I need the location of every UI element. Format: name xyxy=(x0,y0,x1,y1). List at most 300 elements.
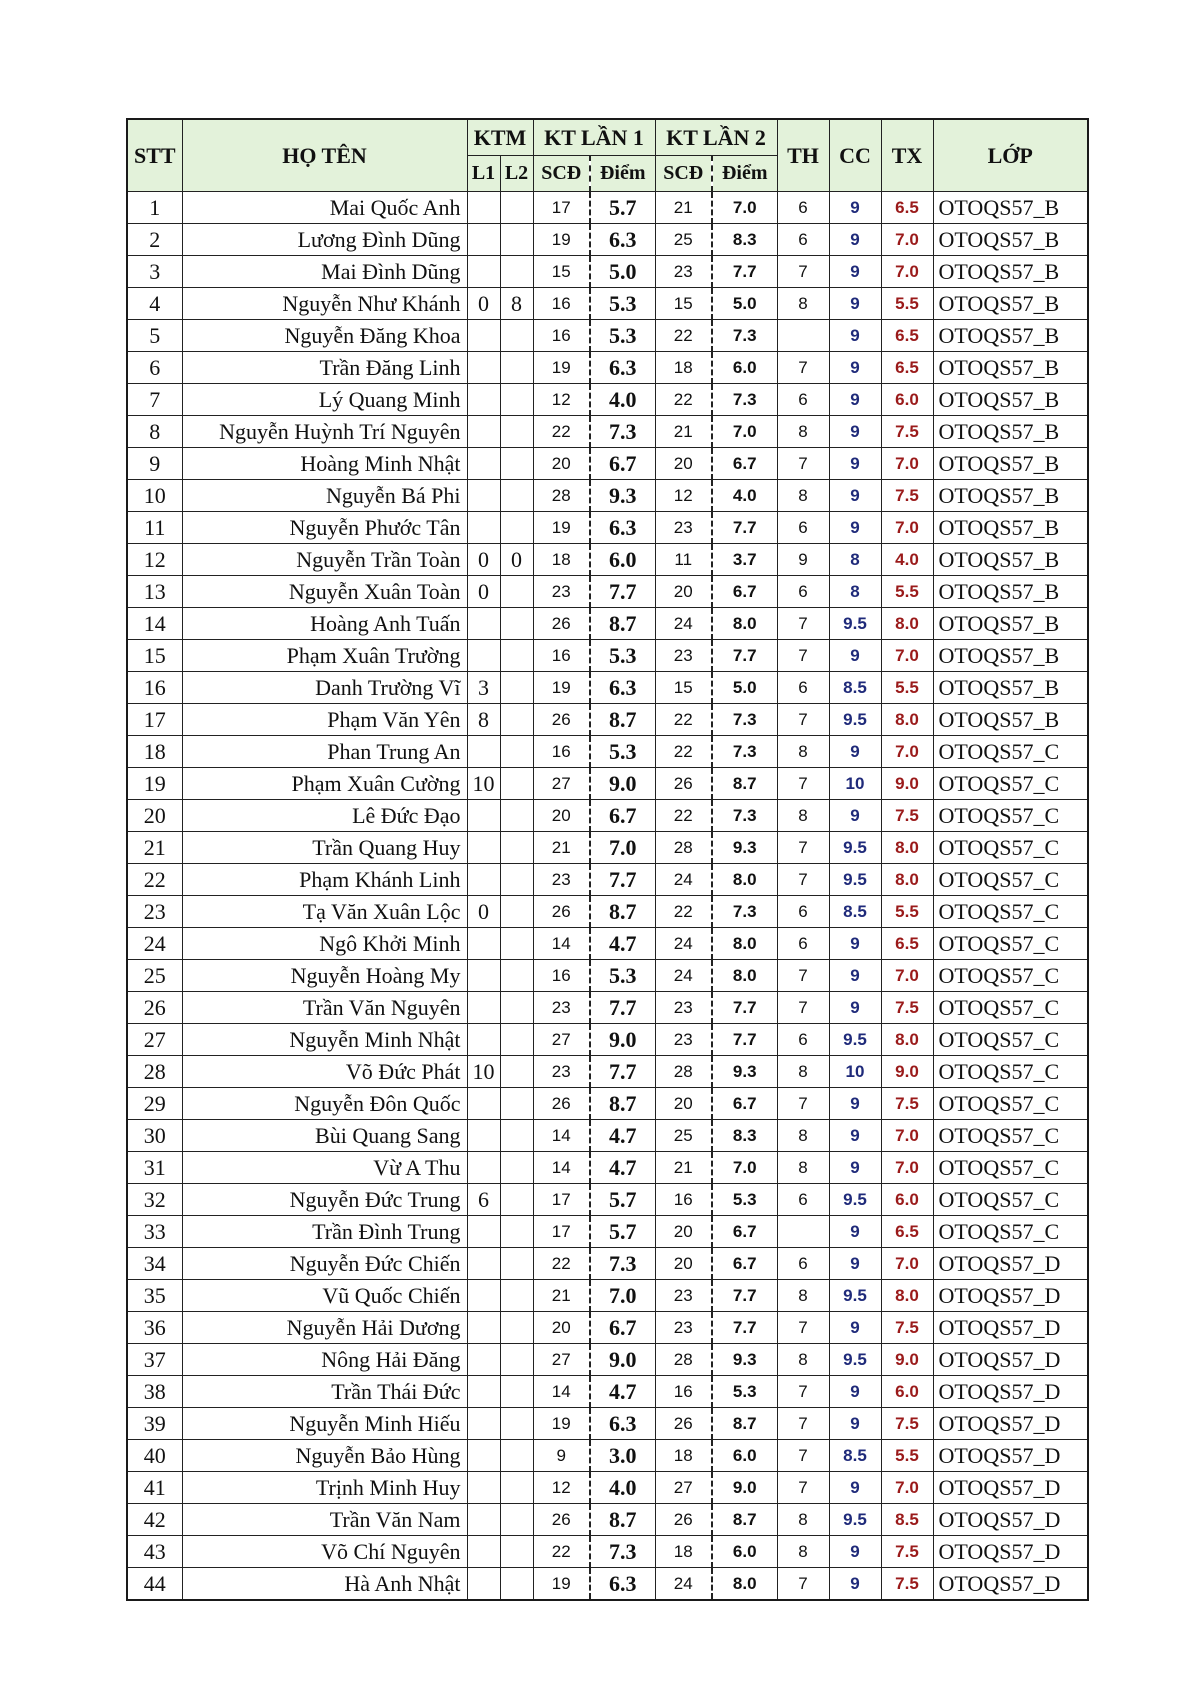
cell-diem-2: 9.3 xyxy=(712,832,777,864)
cell-th: 7 xyxy=(777,256,829,288)
cell-ktm-l2 xyxy=(500,384,533,416)
table-row xyxy=(127,1152,1088,1184)
cell-ktm-l1 xyxy=(467,1472,500,1504)
cell-tx: 7.0 xyxy=(881,960,933,992)
cell-scd-2: 24 xyxy=(655,1568,712,1601)
cell-ktm-l2 xyxy=(500,1056,533,1088)
cell-lop: OTOQS57_C xyxy=(933,896,1088,928)
cell-ho-ten: Vừ A Thu xyxy=(182,1152,467,1184)
cell-scd-1: 14 xyxy=(533,1120,590,1152)
cell-lop: OTOQS57_B xyxy=(933,544,1088,576)
cell-scd-1: 20 xyxy=(533,1312,590,1344)
cell-ho-ten: Nguyễn Như Khánh xyxy=(182,288,467,320)
cell-scd-2: 24 xyxy=(655,960,712,992)
table-row xyxy=(127,1344,1088,1376)
table-row xyxy=(127,512,1088,544)
cell-th: 9 xyxy=(777,544,829,576)
header-th: TH xyxy=(777,119,829,192)
cell-diem-1: 5.7 xyxy=(590,192,655,224)
cell-ktm-l1 xyxy=(467,1408,500,1440)
cell-lop: OTOQS57_B xyxy=(933,288,1088,320)
cell-th: 6 xyxy=(777,928,829,960)
cell-lop: OTOQS57_C xyxy=(933,736,1088,768)
cell-ktm-l2 xyxy=(500,1088,533,1120)
cell-ktm-l2 xyxy=(500,960,533,992)
table-row xyxy=(127,960,1088,992)
cell-ktm-l1: 3 xyxy=(467,672,500,704)
cell-ktm-l1: 0 xyxy=(467,288,500,320)
cell-stt: 10 xyxy=(127,480,182,512)
cell-scd-2: 15 xyxy=(655,288,712,320)
cell-scd-2: 25 xyxy=(655,224,712,256)
cell-ktm-l1 xyxy=(467,416,500,448)
cell-ho-ten: Ngô Khởi Minh xyxy=(182,928,467,960)
cell-stt: 41 xyxy=(127,1472,182,1504)
cell-diem-2: 6.0 xyxy=(712,352,777,384)
cell-lop: OTOQS57_C xyxy=(933,768,1088,800)
cell-scd-1: 28 xyxy=(533,480,590,512)
table-row xyxy=(127,1184,1088,1216)
cell-scd-2: 23 xyxy=(655,640,712,672)
cell-th: 8 xyxy=(777,736,829,768)
cell-diem-2: 7.3 xyxy=(712,704,777,736)
cell-ktm-l1: 0 xyxy=(467,896,500,928)
cell-ktm-l1 xyxy=(467,1088,500,1120)
cell-ho-ten: Hoàng Minh Nhật xyxy=(182,448,467,480)
cell-th: 8 xyxy=(777,1056,829,1088)
cell-stt: 38 xyxy=(127,1376,182,1408)
cell-tx: 7.0 xyxy=(881,1472,933,1504)
cell-tx: 8.0 xyxy=(881,704,933,736)
cell-diem-1: 5.7 xyxy=(590,1184,655,1216)
cell-scd-2: 16 xyxy=(655,1184,712,1216)
cell-ho-ten: Nguyễn Phước Tân xyxy=(182,512,467,544)
cell-scd-2: 28 xyxy=(655,832,712,864)
cell-th: 7 xyxy=(777,608,829,640)
cell-lop: OTOQS57_B xyxy=(933,416,1088,448)
cell-scd-1: 16 xyxy=(533,960,590,992)
cell-scd-1: 26 xyxy=(533,608,590,640)
cell-ho-ten: Lê Đức Đạo xyxy=(182,800,467,832)
cell-ho-ten: Hà Anh Nhật xyxy=(182,1568,467,1601)
cell-th: 7 xyxy=(777,960,829,992)
cell-ho-ten: Nguyễn Bá Phi xyxy=(182,480,467,512)
cell-tx: 5.5 xyxy=(881,1440,933,1472)
cell-ho-ten: Vũ Quốc Chiến xyxy=(182,1280,467,1312)
cell-scd-1: 19 xyxy=(533,1408,590,1440)
cell-cc: 9 xyxy=(829,320,881,352)
cell-scd-2: 24 xyxy=(655,864,712,896)
cell-ktm-l1: 10 xyxy=(467,1056,500,1088)
cell-tx: 7.5 xyxy=(881,1408,933,1440)
table-body xyxy=(127,192,1088,1601)
table-row xyxy=(127,832,1088,864)
cell-diem-1: 8.7 xyxy=(590,896,655,928)
cell-scd-1: 17 xyxy=(533,192,590,224)
cell-tx: 5.5 xyxy=(881,672,933,704)
cell-cc: 9 xyxy=(829,480,881,512)
header-l2: L2 xyxy=(500,156,533,192)
cell-th: 6 xyxy=(777,192,829,224)
cell-stt: 8 xyxy=(127,416,182,448)
cell-ho-ten: Nguyễn Trần Toàn xyxy=(182,544,467,576)
header-diem-1: Điểm xyxy=(590,156,655,192)
cell-lop: OTOQS57_B xyxy=(933,672,1088,704)
cell-ktm-l2 xyxy=(500,1536,533,1568)
cell-ho-ten: Nguyễn Đăng Khoa xyxy=(182,320,467,352)
cell-th: 8 xyxy=(777,1536,829,1568)
cell-th: 7 xyxy=(777,640,829,672)
cell-tx: 8.0 xyxy=(881,1280,933,1312)
cell-lop: OTOQS57_D xyxy=(933,1408,1088,1440)
cell-diem-1: 4.0 xyxy=(590,1472,655,1504)
table-row xyxy=(127,1056,1088,1088)
cell-diem-2: 7.7 xyxy=(712,992,777,1024)
cell-scd-2: 22 xyxy=(655,800,712,832)
cell-ktm-l1 xyxy=(467,512,500,544)
cell-ktm-l1 xyxy=(467,960,500,992)
cell-ho-ten: Lương Đình Dũng xyxy=(182,224,467,256)
cell-ktm-l1 xyxy=(467,1280,500,1312)
cell-scd-2: 25 xyxy=(655,1120,712,1152)
cell-diem-1: 9.0 xyxy=(590,1344,655,1376)
cell-ktm-l1 xyxy=(467,1024,500,1056)
cell-tx: 7.0 xyxy=(881,448,933,480)
cell-stt: 12 xyxy=(127,544,182,576)
cell-stt: 42 xyxy=(127,1504,182,1536)
cell-diem-1: 6.3 xyxy=(590,352,655,384)
cell-scd-2: 22 xyxy=(655,896,712,928)
cell-th: 7 xyxy=(777,1088,829,1120)
cell-diem-2: 8.3 xyxy=(712,1120,777,1152)
cell-cc: 9 xyxy=(829,1120,881,1152)
cell-lop: OTOQS57_C xyxy=(933,1088,1088,1120)
cell-ktm-l2 xyxy=(500,320,533,352)
cell-diem-2: 7.3 xyxy=(712,320,777,352)
cell-diem-1: 7.7 xyxy=(590,864,655,896)
cell-ktm-l1 xyxy=(467,1376,500,1408)
cell-ktm-l2 xyxy=(500,832,533,864)
cell-th: 8 xyxy=(777,1344,829,1376)
cell-diem-2: 8.7 xyxy=(712,1504,777,1536)
cell-diem-2: 6.7 xyxy=(712,1216,777,1248)
cell-tx: 6.5 xyxy=(881,1216,933,1248)
cell-ho-ten: Nguyễn Đức Trung xyxy=(182,1184,467,1216)
cell-ktm-l1 xyxy=(467,480,500,512)
table-row xyxy=(127,896,1088,928)
cell-diem-1: 6.3 xyxy=(590,512,655,544)
grades-table xyxy=(126,118,1089,1601)
cell-cc: 8.5 xyxy=(829,896,881,928)
cell-tx: 7.0 xyxy=(881,256,933,288)
cell-ktm-l2 xyxy=(500,352,533,384)
cell-stt: 14 xyxy=(127,608,182,640)
cell-scd-1: 20 xyxy=(533,448,590,480)
cell-diem-2: 9.0 xyxy=(712,1472,777,1504)
table-row xyxy=(127,192,1088,224)
cell-diem-2: 3.7 xyxy=(712,544,777,576)
header-kt-lan-2: KT LẦN 2 xyxy=(655,119,777,156)
cell-cc: 9.5 xyxy=(829,1184,881,1216)
cell-stt: 20 xyxy=(127,800,182,832)
header-stt: STT xyxy=(127,119,182,192)
cell-ho-ten: Trần Thái Đức xyxy=(182,1376,467,1408)
cell-ktm-l2 xyxy=(500,1408,533,1440)
cell-scd-1: 17 xyxy=(533,1216,590,1248)
cell-diem-1: 8.7 xyxy=(590,1088,655,1120)
table-row xyxy=(127,1568,1088,1601)
cell-scd-2: 28 xyxy=(655,1344,712,1376)
cell-ktm-l2 xyxy=(500,1120,533,1152)
cell-ktm-l1 xyxy=(467,832,500,864)
cell-ktm-l1 xyxy=(467,1120,500,1152)
cell-cc: 9 xyxy=(829,1376,881,1408)
cell-diem-1: 9.3 xyxy=(590,480,655,512)
cell-ktm-l2 xyxy=(500,1280,533,1312)
cell-diem-1: 6.0 xyxy=(590,544,655,576)
table-row xyxy=(127,1088,1088,1120)
cell-cc: 9 xyxy=(829,992,881,1024)
cell-ho-ten: Nguyễn Đôn Quốc xyxy=(182,1088,467,1120)
cell-ktm-l1 xyxy=(467,1440,500,1472)
cell-ktm-l2: 8 xyxy=(500,288,533,320)
cell-ktm-l2 xyxy=(500,672,533,704)
cell-ktm-l1: 0 xyxy=(467,576,500,608)
cell-scd-2: 22 xyxy=(655,704,712,736)
cell-th xyxy=(777,320,829,352)
cell-ho-ten: Phạm Xuân Cường xyxy=(182,768,467,800)
table-row xyxy=(127,1248,1088,1280)
cell-scd-1: 27 xyxy=(533,1024,590,1056)
cell-tx: 5.5 xyxy=(881,576,933,608)
cell-stt: 16 xyxy=(127,672,182,704)
cell-cc: 10 xyxy=(829,1056,881,1088)
cell-diem-1: 4.7 xyxy=(590,1152,655,1184)
cell-lop: OTOQS57_B xyxy=(933,576,1088,608)
cell-th: 7 xyxy=(777,352,829,384)
cell-ho-ten: Phạm Khánh Linh xyxy=(182,864,467,896)
cell-ktm-l2 xyxy=(500,1440,533,1472)
cell-ho-ten: Trần Đình Trung xyxy=(182,1216,467,1248)
cell-diem-1: 5.3 xyxy=(590,288,655,320)
cell-ktm-l1 xyxy=(467,928,500,960)
table-row xyxy=(127,1120,1088,1152)
cell-lop: OTOQS57_C xyxy=(933,800,1088,832)
table-row xyxy=(127,736,1088,768)
cell-tx: 4.0 xyxy=(881,544,933,576)
table-row xyxy=(127,224,1088,256)
table-row xyxy=(127,448,1088,480)
cell-stt: 39 xyxy=(127,1408,182,1440)
cell-cc: 9.5 xyxy=(829,704,881,736)
cell-ho-ten: Nguyễn Đức Chiến xyxy=(182,1248,467,1280)
cell-diem-1: 7.0 xyxy=(590,832,655,864)
cell-th: 6 xyxy=(777,1184,829,1216)
cell-th: 7 xyxy=(777,704,829,736)
cell-ktm-l2 xyxy=(500,1472,533,1504)
cell-diem-1: 7.0 xyxy=(590,1280,655,1312)
cell-tx: 7.5 xyxy=(881,1568,933,1601)
cell-cc: 9.5 xyxy=(829,864,881,896)
cell-scd-2: 20 xyxy=(655,1248,712,1280)
table-row xyxy=(127,608,1088,640)
cell-ho-ten: Nguyễn Minh Nhật xyxy=(182,1024,467,1056)
cell-diem-1: 6.7 xyxy=(590,800,655,832)
cell-th: 8 xyxy=(777,1120,829,1152)
cell-ktm-l1 xyxy=(467,1216,500,1248)
cell-cc: 8.5 xyxy=(829,672,881,704)
cell-scd-2: 27 xyxy=(655,1472,712,1504)
cell-lop: OTOQS57_B xyxy=(933,256,1088,288)
cell-ktm-l2 xyxy=(500,512,533,544)
cell-th: 7 xyxy=(777,1568,829,1601)
cell-diem-1: 6.7 xyxy=(590,1312,655,1344)
cell-scd-1: 26 xyxy=(533,1504,590,1536)
cell-ho-ten: Nông Hải Đăng xyxy=(182,1344,467,1376)
header-diem-2: Điểm xyxy=(712,156,777,192)
cell-stt: 36 xyxy=(127,1312,182,1344)
cell-stt: 13 xyxy=(127,576,182,608)
cell-stt: 17 xyxy=(127,704,182,736)
cell-stt: 31 xyxy=(127,1152,182,1184)
cell-ktm-l2 xyxy=(500,640,533,672)
cell-cc: 9 xyxy=(829,224,881,256)
cell-ho-ten: Phan Trung An xyxy=(182,736,467,768)
cell-diem-1: 4.7 xyxy=(590,928,655,960)
cell-ho-ten: Trần Quang Huy xyxy=(182,832,467,864)
cell-cc: 9 xyxy=(829,1536,881,1568)
cell-ktm-l2 xyxy=(500,736,533,768)
cell-stt: 1 xyxy=(127,192,182,224)
cell-tx: 7.0 xyxy=(881,512,933,544)
cell-ktm-l1 xyxy=(467,800,500,832)
cell-ktm-l1 xyxy=(467,992,500,1024)
cell-ktm-l1 xyxy=(467,1536,500,1568)
cell-scd-2: 21 xyxy=(655,192,712,224)
cell-th: 8 xyxy=(777,1504,829,1536)
cell-ho-ten: Tạ Văn Xuân Lộc xyxy=(182,896,467,928)
cell-cc: 9.5 xyxy=(829,1344,881,1376)
cell-scd-1: 23 xyxy=(533,1056,590,1088)
cell-ktm-l2 xyxy=(500,480,533,512)
cell-scd-1: 26 xyxy=(533,704,590,736)
cell-lop: OTOQS57_D xyxy=(933,1248,1088,1280)
cell-diem-2: 7.0 xyxy=(712,192,777,224)
table-header xyxy=(127,119,1088,192)
table-row xyxy=(127,288,1088,320)
cell-ho-ten: Nguyễn Bảo Hùng xyxy=(182,1440,467,1472)
cell-ktm-l2 xyxy=(500,448,533,480)
cell-tx: 6.5 xyxy=(881,352,933,384)
cell-scd-1: 12 xyxy=(533,1472,590,1504)
cell-th xyxy=(777,1216,829,1248)
cell-ktm-l1 xyxy=(467,320,500,352)
cell-cc: 9 xyxy=(829,1408,881,1440)
cell-cc: 10 xyxy=(829,768,881,800)
cell-diem-2: 6.7 xyxy=(712,576,777,608)
cell-lop: OTOQS57_C xyxy=(933,992,1088,1024)
cell-stt: 40 xyxy=(127,1440,182,1472)
cell-ho-ten: Võ Chí Nguyên xyxy=(182,1536,467,1568)
cell-tx: 9.0 xyxy=(881,768,933,800)
cell-ktm-l2 xyxy=(500,224,533,256)
cell-th: 6 xyxy=(777,896,829,928)
cell-diem-1: 6.7 xyxy=(590,448,655,480)
cell-ktm-l2 xyxy=(500,1248,533,1280)
cell-th: 6 xyxy=(777,1248,829,1280)
table-row xyxy=(127,864,1088,896)
cell-diem-1: 4.7 xyxy=(590,1376,655,1408)
cell-scd-2: 23 xyxy=(655,1024,712,1056)
cell-ktm-l2 xyxy=(500,704,533,736)
cell-ktm-l2 xyxy=(500,1312,533,1344)
cell-scd-1: 18 xyxy=(533,544,590,576)
cell-lop: OTOQS57_D xyxy=(933,1376,1088,1408)
cell-ktm-l1 xyxy=(467,1344,500,1376)
cell-scd-2: 18 xyxy=(655,1440,712,1472)
cell-ktm-l1: 10 xyxy=(467,768,500,800)
cell-scd-2: 23 xyxy=(655,256,712,288)
cell-tx: 7.5 xyxy=(881,416,933,448)
cell-scd-1: 19 xyxy=(533,1568,590,1601)
header-tx: TX xyxy=(881,119,933,192)
cell-cc: 9 xyxy=(829,1312,881,1344)
cell-scd-2: 23 xyxy=(655,1280,712,1312)
table-row xyxy=(127,1216,1088,1248)
cell-lop: OTOQS57_D xyxy=(933,1440,1088,1472)
cell-diem-2: 7.7 xyxy=(712,640,777,672)
cell-lop: OTOQS57_D xyxy=(933,1536,1088,1568)
table-row xyxy=(127,928,1088,960)
cell-tx: 5.5 xyxy=(881,288,933,320)
cell-diem-1: 7.3 xyxy=(590,1536,655,1568)
cell-stt: 25 xyxy=(127,960,182,992)
cell-lop: OTOQS57_C xyxy=(933,1216,1088,1248)
cell-stt: 6 xyxy=(127,352,182,384)
cell-ktm-l1: 6 xyxy=(467,1184,500,1216)
cell-tx: 7.0 xyxy=(881,1152,933,1184)
cell-lop: OTOQS57_C xyxy=(933,864,1088,896)
cell-diem-2: 7.3 xyxy=(712,896,777,928)
cell-scd-1: 9 xyxy=(533,1440,590,1472)
cell-tx: 8.0 xyxy=(881,864,933,896)
cell-ktm-l1 xyxy=(467,864,500,896)
cell-lop: OTOQS57_D xyxy=(933,1312,1088,1344)
table-row xyxy=(127,416,1088,448)
cell-tx: 6.0 xyxy=(881,1184,933,1216)
cell-diem-1: 7.3 xyxy=(590,1248,655,1280)
cell-scd-2: 11 xyxy=(655,544,712,576)
cell-lop: OTOQS57_B xyxy=(933,224,1088,256)
cell-tx: 8.0 xyxy=(881,1024,933,1056)
cell-scd-1: 21 xyxy=(533,1280,590,1312)
header-scd-1: SCĐ xyxy=(533,156,590,192)
cell-ktm-l2 xyxy=(500,1344,533,1376)
cell-ktm-l2 xyxy=(500,1376,533,1408)
table-row xyxy=(127,1280,1088,1312)
cell-tx: 7.5 xyxy=(881,480,933,512)
cell-ktm-l1 xyxy=(467,608,500,640)
cell-ktm-l2 xyxy=(500,768,533,800)
cell-th: 8 xyxy=(777,416,829,448)
cell-diem-2: 5.0 xyxy=(712,672,777,704)
cell-diem-2: 6.0 xyxy=(712,1536,777,1568)
cell-diem-1: 9.0 xyxy=(590,1024,655,1056)
cell-cc: 9 xyxy=(829,1216,881,1248)
cell-tx: 8.0 xyxy=(881,832,933,864)
cell-lop: OTOQS57_B xyxy=(933,704,1088,736)
cell-th: 7 xyxy=(777,1408,829,1440)
